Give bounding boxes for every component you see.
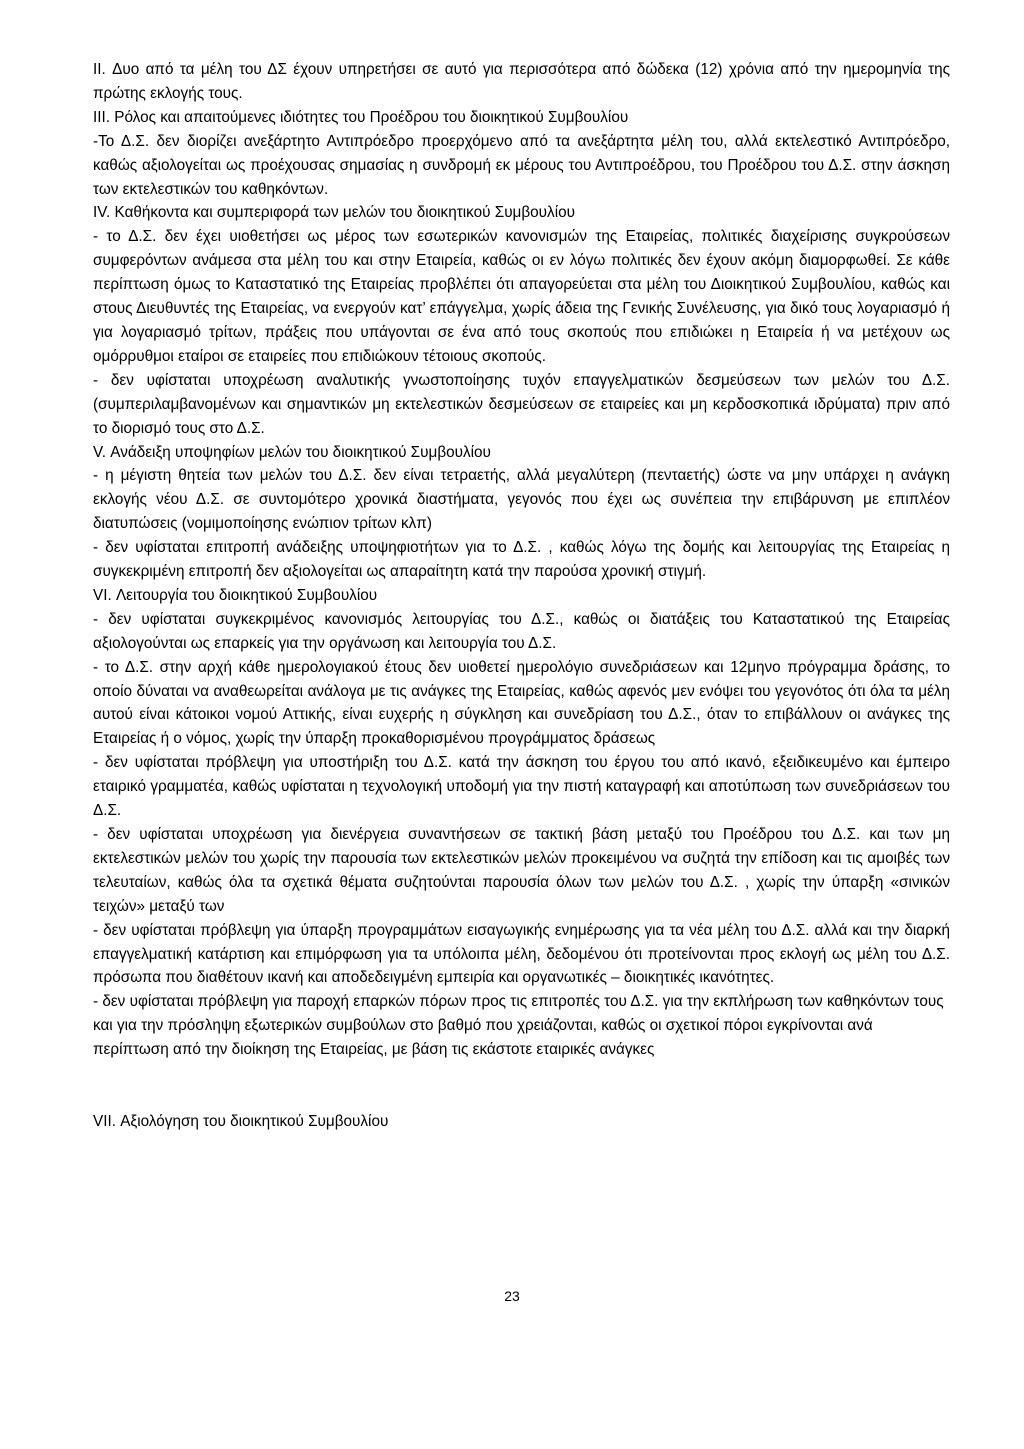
paragraph-meeting-calendar: - το Δ.Σ. στην αρχή κάθε ημερολογιακού έτους δεν υιοθετεί ημερολόγιο συνεδριάσεων και 12μηνο πρόγραμμα δράσης, το οποίο δύναται να αναθεωρείται ανάλογα με τις ανάγκες της Εταιρείας, καθώς αφενός μεν ενόψει του γεγονότος ότι όλα τα μέλη αυτού είναι κάτοικοι νομού Αττικής, είναι ευχερής η σύγκληση και συνεδρίαση του Δ.Σ., όταν το επιβάλλουν οι ανάγκες της Εταιρείας ή ο νόμος, χωρίς την ύπαρξη προκαθορισμένου προγράμματος δράσεως: [93, 658, 950, 748]
paragraph-vice-chairman: -Το Δ.Σ. δεν διορίζει ανεξάρτητο Αντιπρόεδρο προερχόμενο από τα ανεξάρτητα μέλη του, αλλά εκτελεστικό Αντιπρόεδρο, καθώς αξιολογείται ως προέχουσας σημασίας η συνδρομή εκ μέρους του Αντιπροέδρου, του Προέδρου του Δ.Σ. στην άσκηση των εκτελεστικών του καθηκόντων.: [93, 132, 950, 198]
paragraph-operating-regulation: - δεν υφίσταται συγκεκριμένος κανονισμός λειτουργίας του Δ.Σ., καθώς οι διατάξεις του Καταστατικού της Εταιρείας αξιολογούνται ως επαρκείς για την οργάνωση και λειτουργία του Δ.Σ.: [93, 610, 950, 652]
paragraph-conflict-policy: - το Δ.Σ. δεν έχει υιοθετήσει ως μέρος των εσωτερικών κανονισμών της Εταιρείας, πολιτικές διαχείρισης συγκρούσεων συμφερόντων ανάμεσα στα μέλη του και στην Εταιρεία, καθώς οι εν λόγω πολιτικές δεν έχουν ακόμη διαμορφωθεί. Σε κάθε περίπτωση όμως το Καταστατικό της Εταιρείας προβλέπει ότι απαγορεύεται στα μέλη του Διοικητικού Συμβουλίου, καθώς και στους Διευθυντές της Εταιρείας, να ενεργούν κατ’ επάγγελμα, χωρίς άδεια της Γενικής Συνέλευσης, για δικό τους λογαριασμό ή για λογαριασμό τρίτων, πράξεις που υπάγονται σε ένα από τους σκοπούς που επιδιώκει η Εταιρεία ή να μετέχουν ως ομόρρυθμοι εταίροι σε εταιρείες που επιδιώκουν τέτοιους σκοπούς.: [93, 228, 950, 365]
paragraph-board-tenure: II. Δυο από τα μέλη του ΔΣ έχουν υπηρετήσει σε αυτό για περισσότερα από δώδεκα (12) χρόνια από την ημερομηνία της πρώτης εκλογής τους.: [93, 61, 950, 102]
paragraph-professional-commitments: - δεν υφίσταται υποχρέωση αναλυτικής γνωστοποίησης τυχόν επαγγελματικών δεσμεύσεων των μελών του Δ.Σ. (συμπεριλαμβανομένων και σημαντικών μη εκτελεστικών δεσμεύσεων σε εταιρείες και μη κερδοσκοπικά ιδρύματα) πριν από το διορισμό τους στο Δ.Σ.: [93, 371, 950, 437]
paragraph-induction-programs: - δεν υφίσταται πρόβλεψη για ύπαρξη προγραμμάτων εισαγωγικής ενημέρωσης για τα νέα μέλη του Δ.Σ. αλλά και την διαρκή επαγγελματική κατάρτιση και επιμόρφωση για τα υπόλοιπα μέλη, δεδομένου ότι προτείνονται προς εκλογή ως μέλη του Δ.Σ. πρόσωπα που διαθέτουν ικανή και αποδεδειγμένη εμπειρία και οργανωτικές – διοικητικές ικανότητες.: [93, 921, 950, 987]
paragraph-chairman-meetings: - δεν υφίσταται υποχρέωση για διενέργεια συναντήσεων σε τακτική βάση μεταξύ του Προέδρου του Δ.Σ. και των μη εκτελεστικών μελών του χωρίς την παρουσία των εκτελεστικών μελών προκειμένου να συζητά την επίδοση και τις αμοιβές των τελευταίων, καθώς όλα τα σχετικά θέματα συζητούνται παρουσία όλων των μελών του Δ.Σ. , χωρίς την ύπαρξη «σινικών τειχών» μεταξύ των: [93, 826, 950, 915]
document-body: [93, 58, 950, 1134]
heading-board-operation: VI. Λειτουργία του διοικητικού Συμβουλίου: [93, 586, 378, 604]
paragraph-committee-resources: - δεν υφίσταται πρόβλεψη για παροχή επαρκών πόρων προς τις επιτροπές του Δ.Σ. για την εκπλήρωση των καθηκόντων τους και για την πρόσληψη εξωτερικών συμβούλων στο βαθμό που χρειάζονται, καθώς οι σχετικοί πόροι εγκρίνονται ανά περίπτωση από την διοίκηση της Εταιρείας, με βάση τις εκάστοτε εταιρικές ανάγκες: [93, 993, 944, 1059]
heading-nomination: V. Ανάδειξη υποψηφίων μελών του διοικητικού Συμβουλίου: [93, 443, 491, 461]
heading-board-evaluation: VII. Αξιολόγηση του διοικητικού Συμβουλίου: [93, 1113, 389, 1131]
heading-chairman-role: III. Ρόλος και απαιτούμενες ιδιότητες του Προέδρου του διοικητικού Συμβουλίου: [93, 108, 629, 126]
paragraph-term-length: - η μέγιστη θητεία των μελών του Δ.Σ. δεν είναι τετραετής, αλλά μεγαλύτερη (πενταετής) ώστε να μην υπάρχει η ανάγκη εκλογής νέου Δ.Σ. σε συντομότερο χρονικά διαστήματα, γεγονός που έχει ως συνέπεια την επιβάρυνση με επιπλέον διατυπώσεις (νομιμοποίησης ενώπιον τρίτων κλπ): [93, 467, 950, 533]
paragraph-corporate-secretary: - δεν υφίσταται πρόβλεψη για υποστήριξη του Δ.Σ. κατά την άσκηση του έργου του από ικανό, εξειδικευμένο και έμπειρο εταιρικό γραμματέα, καθώς υφίσταται η τεχνολογική υποδομή για την πιστή καταγραφή και αποτύπωση των συνεδριάσεων του Δ.Σ.: [93, 754, 950, 820]
section-gap: [93, 1062, 950, 1110]
heading-member-duties: IV. Καθήκοντα και συμπεριφορά των μελών του διοικητικού Συμβουλίου: [93, 204, 575, 222]
paragraph-nomination-committee: - δεν υφίσταται επιτροπή ανάδειξης υποψηφιοτήτων για το Δ.Σ. , καθώς λόγω της δομής και λειτουργίας της Εταιρείας η συγκεκριμένη επιτροπή δεν αξιολογείται ως απαραίτητη κατά την παρούσα χρονική στιγμή.: [93, 539, 950, 581]
page-number: 23: [504, 1288, 520, 1304]
